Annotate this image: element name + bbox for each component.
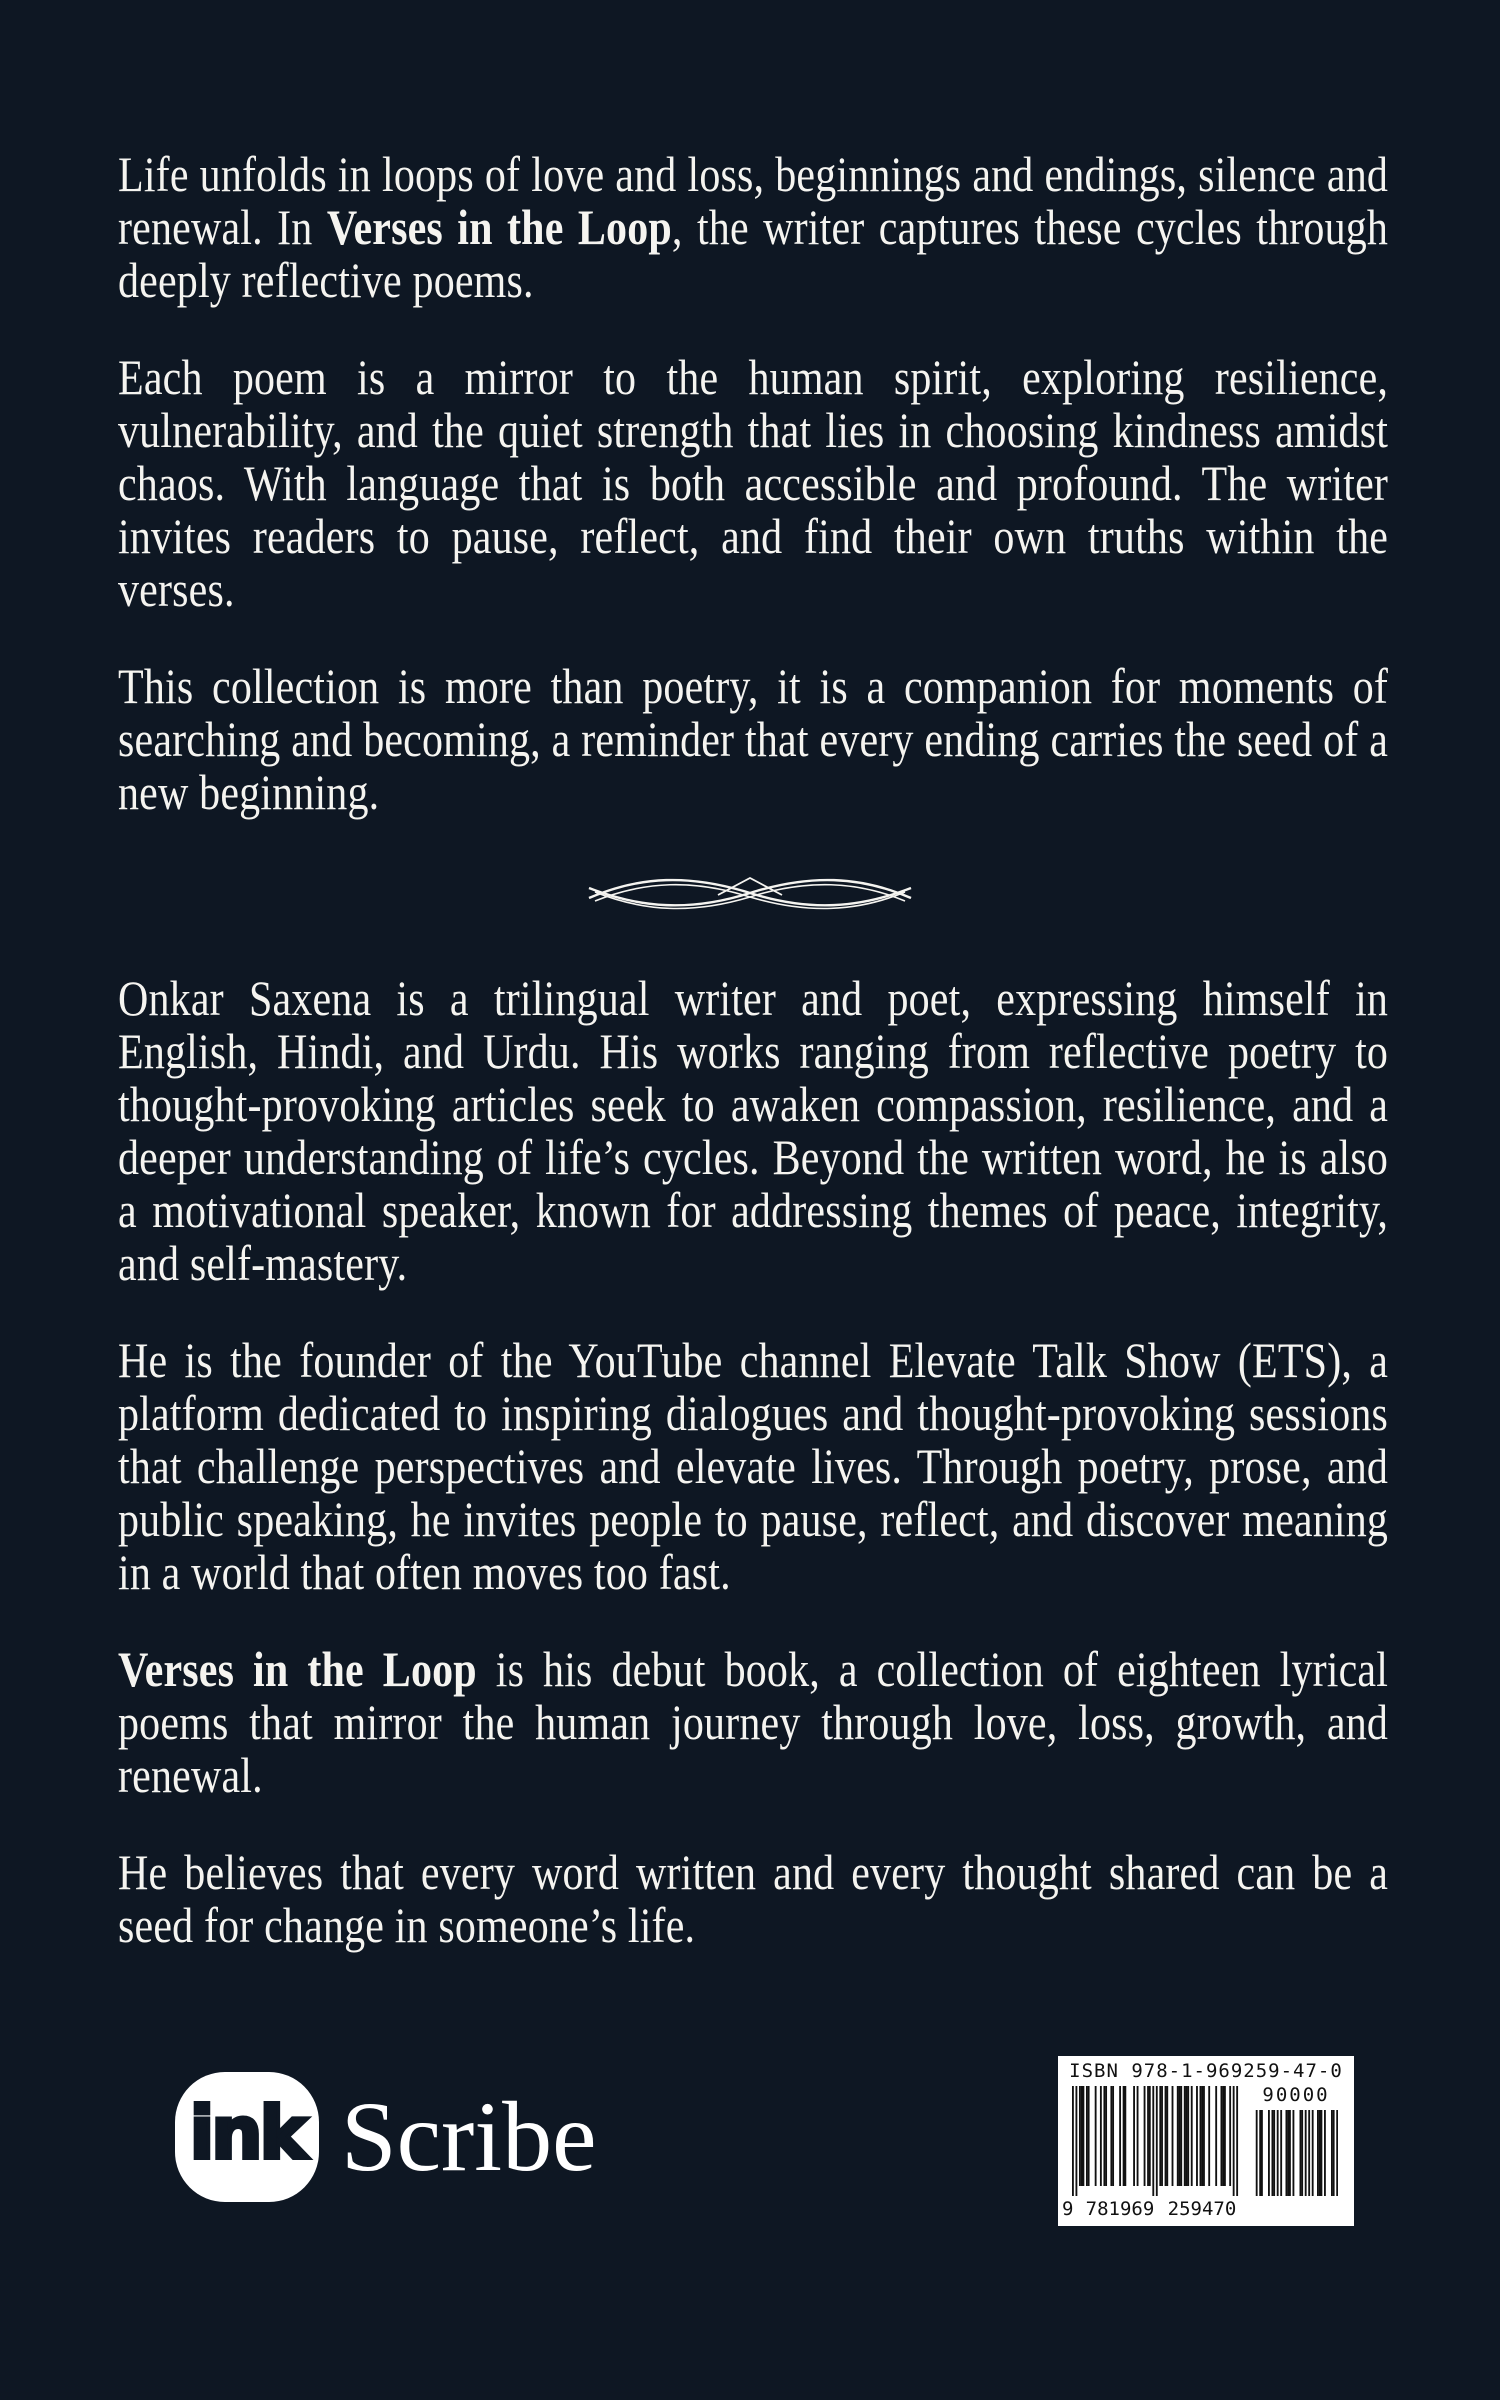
synopsis-paragraph-1 [118,148,1388,307]
barcode-price-code: 90000 [1262,2084,1330,2106]
bio-paragraph-3 [118,1643,1388,1802]
bio-paragraph-4: He believes that every word written and every thought shared can be a seed for change in someone’s life. [118,1844,1389,1953]
synopsis-p1-text: Life unfolds in loops of love and loss, beginnings and endings, silence and renewal. In [118,146,1389,255]
isbn-barcode [1058,2056,1354,2226]
logo-mark-text: ink [189,2091,305,2175]
flourish-divider-icon [585,868,915,912]
ink-blob-icon [175,2072,319,2202]
bio-p3-text: is his debut book, a collection of eighteen lyrical poems that mirror the human journey through love, loss, growth, and renewal. [118,1641,1389,1803]
synopsis-paragraph-3: This collection is more than poetry, it is a companion for moments of searching and becoming, a reminder that every ending carries the seed of a new beginning. [118,658,1389,820]
publisher-name: Scribe [341,2081,597,2192]
barcode-digit-group-2: 259470 [1162,2198,1242,2220]
synopsis-paragraph-2: Each poem is a mirror to the human spirit, exploring resilience, vulnerability, and the quiet strength that lies in choosing kindness amidst chaos. With language that is both accessible and profound. The writer invites readers to pause, reflect, and find their own truths within the verses. [118,349,1389,617]
isbn-label: ISBN 978-1-969259-47-0 [1069,2060,1343,2082]
publisher-logo [175,2072,596,2202]
synopsis-section [118,148,1388,863]
barcode-digits [1058,2198,1354,2222]
synopsis-p1-text-end: , the writer captures these cycles through deeply reflective poems. [118,199,1389,308]
author-bio-section [118,972,1388,1996]
book-title-inline: Verses in the Loop [326,199,672,255]
barcode-digit-group-1: 781969 [1080,2198,1160,2220]
book-title-inline-2: Verses in the Loop [118,1641,477,1697]
bio-paragraph-2: He is the founder of the YouTube channel Elevate Talk Show (ETS), a platform dedicated to inspiring dialogues and thought-provoking sessions that challenge perspectives and elevate lives. Through poetry, prose, and public speaking, he invites people to pause, reflect, and discover meaning in a world that often moves too fast. [118,1332,1389,1600]
bio-paragraph-1: Onkar Saxena is a trilingual writer and poet, expressing himself in English, Hindi, and Urdu. His works ranging from reflective poetry to thought-provoking articles seek to awaken compassion, resilience, and a deeper understanding of life’s cycles. Beyond the written word, he is also a motivational speaker, known for addressing themes of peace, integrity, and self-mastery. [118,970,1389,1291]
barcode-digit-lead: 9 [1062,2198,1074,2220]
